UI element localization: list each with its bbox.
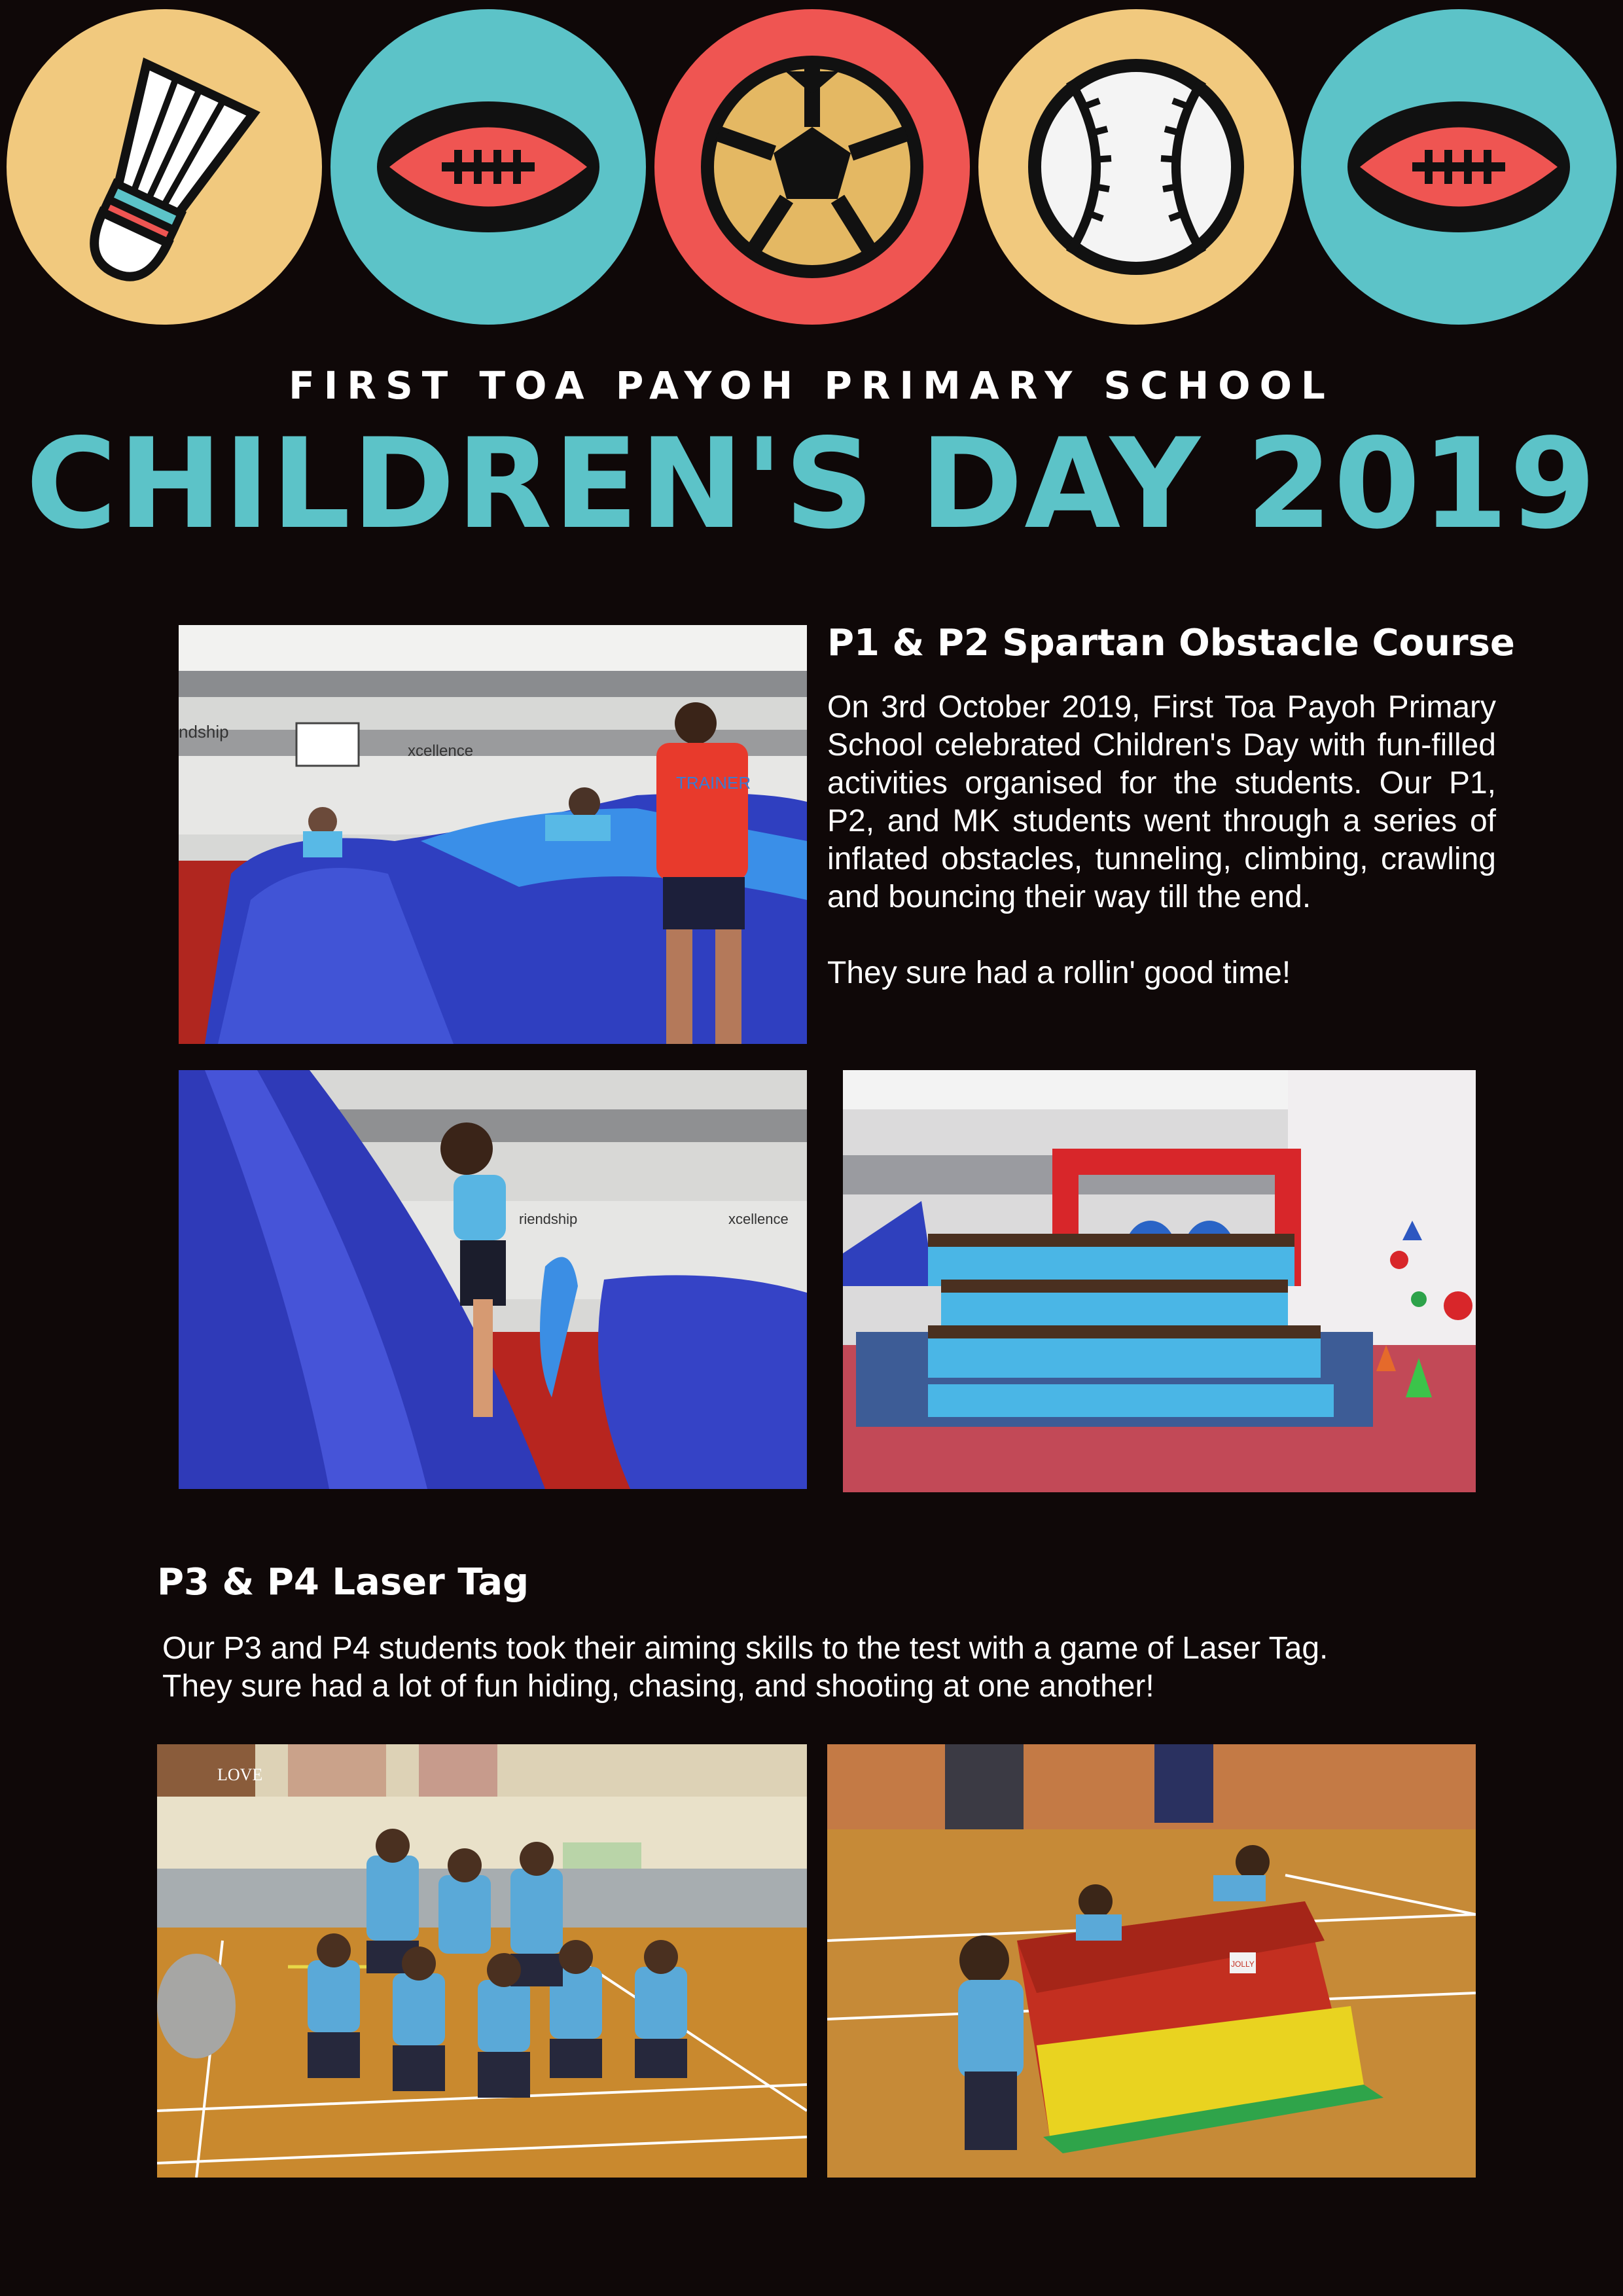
photo-laser-tag-cover — [827, 1744, 1476, 2178]
soccer-ball-icon-circle — [654, 9, 970, 325]
hall-banner-text: xcellence — [408, 742, 474, 760]
shuttlecock-icon — [7, 9, 322, 325]
hall-banner-text: riendship — [519, 1211, 578, 1227]
section2-line2: They sure had a lot of fun hiding, chasing, and shooting at one another! — [162, 1669, 1154, 1704]
section2-text — [162, 1630, 1537, 1706]
soccer-ball-icon — [654, 9, 970, 325]
photo-obstacle-course-trainer — [179, 625, 807, 1044]
photo-group — [843, 1070, 1476, 1492]
football-icon-circle-1 — [330, 9, 646, 325]
photo-laser-tag-group — [157, 1744, 807, 2178]
section1-text — [827, 689, 1496, 992]
baseball-icon — [978, 9, 1294, 325]
section2-heading: P3 & P4 Laser Tag — [157, 1561, 529, 1604]
school-name: FIRST TOA PAYOH PRIMARY SCHOOL — [289, 363, 1334, 408]
baseball-icon-circle — [978, 9, 1294, 325]
section1-paragraph: On 3rd October 2019, First Toa Payoh Primary School celebrated Children's Day with fun-filled activities organised for the students. Our P1, P2, and MK students went through a series of inflated obstacles, tunneling, climbing, crawling and bouncing their way till the end. — [827, 690, 1496, 914]
box-label-text: JOLLY — [1231, 1960, 1255, 1969]
football-icon — [330, 9, 646, 325]
section1-closing: They sure had a rollin' good time! — [827, 956, 1291, 990]
page-title: CHILDREN'S DAY 2019 — [26, 412, 1597, 556]
section1-heading: P1 & P2 Spartan Obstacle Course — [827, 622, 1515, 664]
trainer-shirt-text: TRAINER — [676, 773, 751, 793]
section2-line1: Our P3 and P4 students took their aiming skills to the test with a game of Laser Tag. — [162, 1631, 1329, 1666]
shuttlecock-icon-circle — [7, 9, 322, 325]
photo-boy-climbing — [179, 1070, 807, 1489]
football-icon — [1301, 9, 1616, 325]
football-icon-circle-2 — [1301, 9, 1616, 325]
hall-banner-text: ndship — [179, 722, 229, 742]
hall-banner-text: xcellence — [728, 1211, 789, 1227]
poster-text: LOVE — [217, 1765, 263, 1784]
